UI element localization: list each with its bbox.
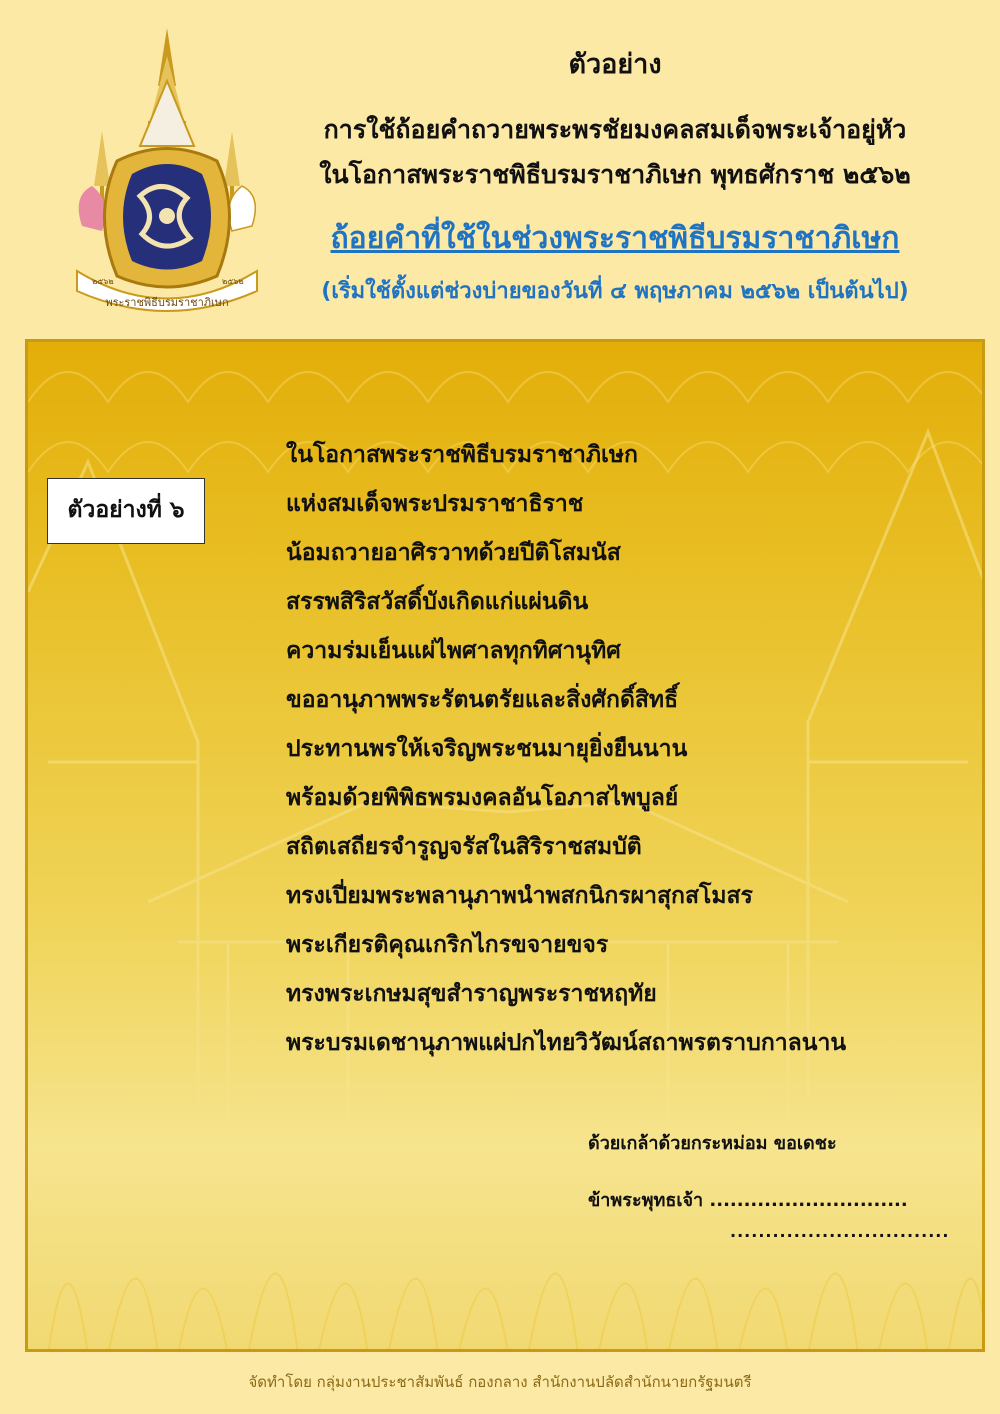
page-title: ถ้อยคำที่ใช้ในช่วงพระราชพิธีบรมราชาภิเษก xyxy=(330,221,900,256)
verse-line: สรรพสิริสวัสดิ์บังเกิดแก่แผ่นดิน xyxy=(286,589,589,615)
page-label: ตัวอย่าง xyxy=(568,49,662,80)
royal-coronation-emblem-icon xyxy=(62,26,272,316)
page-subtitle: (เริ่มใช้ตั้งแต่ช่วงบ่ายของวันที่ ๔ พฤษภาคม ๒๕๖๒ เป็นต้นไป) xyxy=(321,279,909,304)
verse-line: สถิตเสถียรจำรูญจรัสในสิริราชสมบัติ xyxy=(286,834,642,860)
verse-line: ขออานุภาพพระรัตนตรัยและสิ่งศักดิ์สิทธิ์ xyxy=(286,687,679,713)
verse-line: ประทานพรให้เจริญพระชนมายุยิ่งยืนนาน xyxy=(286,736,688,762)
emblem-ribbon-text: พระราชพิธีบรมราชาภิเษก xyxy=(105,296,229,309)
verse-line: พระบรมเดชานุภาพแผ่ปกไทยวิวัฒน์สถาพรตราบกาลนาน xyxy=(286,1030,847,1056)
verse-line: ในโอกาสพระราชพิธีบรมราชาภิเษก xyxy=(286,442,638,468)
example-number-label: ตัวอย่างที่ ๖ xyxy=(47,478,205,544)
closing-salutation: ด้วยเกล้าด้วยกระหม่อม ขอเดชะ xyxy=(588,1133,837,1154)
footer-credit: จัดทำโดย กลุ่มงานประชาสัมพันธ์ กองกลาง สำนักงานปลัดสำนักนายกรัฐมนตรี xyxy=(248,1373,752,1391)
verse-line: น้อมถวายอาศิรวาทด้วยปีติโสมนัส xyxy=(286,540,621,566)
verse-line: แห่งสมเด็จพระปรมราชาธิราช xyxy=(286,491,584,517)
verse-line: ทรงเปี่ยมพระพลานุภาพนำพสกนิกรผาสุกสโมสร xyxy=(286,883,753,909)
verse-line: พระเกียรติคุณเกริกไกรขจายขจร xyxy=(286,932,609,958)
signature-dots-line: ............................... xyxy=(730,1222,950,1241)
emblem-inscription-left: ๒๕๖๒ xyxy=(92,277,114,286)
header-line-1: การใช้ถ้อยคำถวายพระพรชัยมงคลสมเด็จพระเจ้าอยู่หัว xyxy=(323,115,907,144)
emblem-inscription-right: ๒๕๖๒ xyxy=(222,277,244,286)
signature-line: ข้าพระพุทธเจ้า ............................. xyxy=(588,1190,908,1211)
verse-line: พร้อมด้วยพิพิธพรมงคลอันโอภาสไพบูลย์ xyxy=(286,785,679,811)
verse-line: ทรงพระเกษมสุขสำราญพระราชหฤทัย xyxy=(286,981,657,1007)
verse-line: ความร่มเย็นแผ่ไพศาลทุกทิศานุทิศ xyxy=(286,638,621,664)
header-line-2: ในโอกาสพระราชพิธีบรมราชาภิเษก พุทธศักราช ๒๕๖๒ xyxy=(319,160,911,189)
verse-panel xyxy=(25,339,985,1352)
